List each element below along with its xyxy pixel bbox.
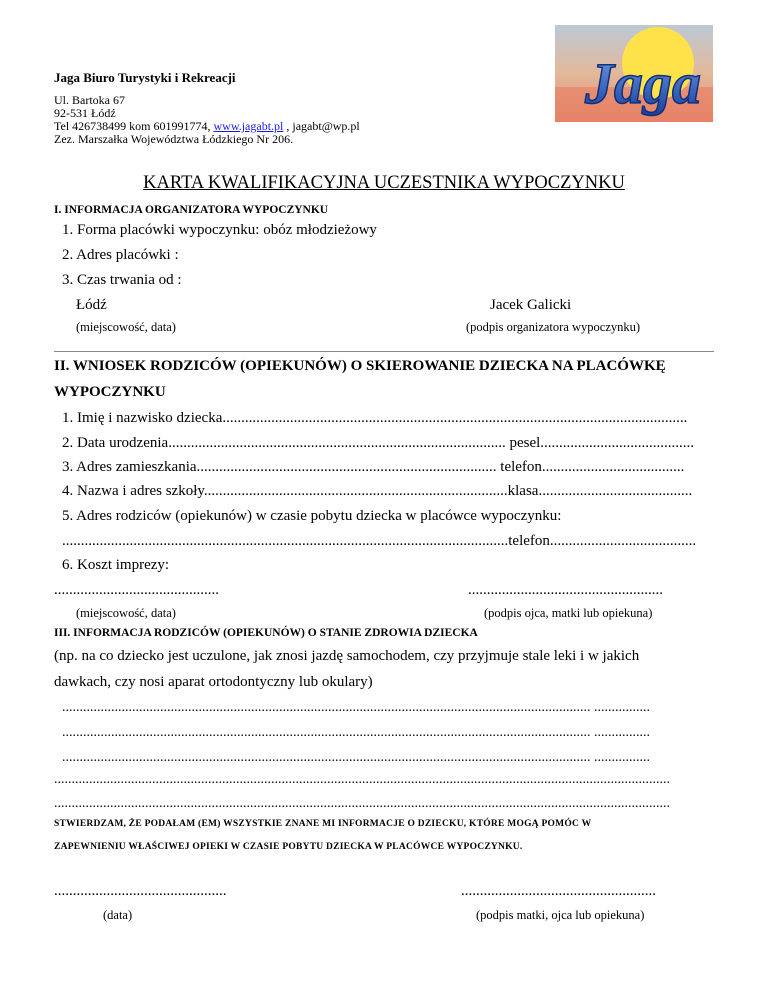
contact-phone: Tel 426738499 kom 601991774,	[54, 119, 214, 133]
statement-line2: ZAPEWNIENIU WŁAŚCIWEJ OPIEKI W CZASIE POBYTU DZIECKA W PLACÓWCE WYPOCZYNKU.	[54, 842, 523, 852]
section-divider	[54, 351, 714, 352]
date-caption: (data)	[103, 908, 133, 922]
health-note-line1: (np. na co dziecko jest uczulone, jak znosi jazdę samochodem, czy przyjmuje stale leki i w jakich	[54, 648, 640, 664]
section3-heading: III. INFORMACJA RODZICÓW (OPIEKUNÓW) O STANIE ZDROWIA DZIECKA	[54, 627, 478, 639]
parent-place-date-line[interactable]: ............................................	[54, 582, 219, 598]
guardian-signature-line[interactable]: ....................................................	[461, 883, 656, 899]
section2-heading-line2: WYPOCZYNKU	[54, 384, 166, 400]
section1-item-form: 1. Forma placówki wypoczynku: obóz młodzieżowy	[62, 222, 377, 238]
section1-heading: I. INFORMACJA ORGANIZATORA WYPOCZYNKU	[54, 204, 329, 216]
home-address-phone-field[interactable]: 3. Adres zamieszkania................................................................................ telefon......................................	[62, 459, 685, 475]
date-line[interactable]: ..............................................	[54, 883, 227, 899]
registry-number: Zez. Marszałka Województwa Łódzkiego Nr 206.	[54, 132, 294, 146]
contact-email: , jagabt@wp.pl	[283, 119, 360, 133]
company-name: Jaga Biuro Turystyki i Rekreacji	[54, 70, 236, 85]
form-title: KARTA KWALIFIKACYJNA UCZESTNIKA WYPOCZYNKU	[143, 173, 625, 193]
birth-date-pesel-field[interactable]: 2. Data urodzenia.......................................................................................... pesel.........................................	[62, 435, 695, 451]
parents-address-label: 5. Adres rodziców (opiekunów) w czasie pobytu dziecka w placówce wypoczynku:	[62, 508, 562, 524]
child-name-field[interactable]: 1. Imię i nazwisko dziecka............................................................................................................................	[62, 410, 688, 426]
statement-line1: STWIERDZAM, ŻE PODAŁAM (EM) WSZYSTKIE ZNANE MI INFORMACJE O DZIECKU, KTÓRE MOGĄ POMÓC W	[54, 819, 592, 829]
place-date-caption: (miejscowość, data)	[76, 320, 176, 334]
health-info-line-5[interactable]: ................................................................................................................................................................................	[54, 796, 670, 811]
organizer-place: Łódź	[76, 297, 107, 313]
section1-item-address: 2. Adres placówki :	[62, 247, 179, 263]
section2-heading-line1: II. WNIOSEK RODZICÓW (OPIEKUNÓW) O SKIEROWANIE DZIECKA NA PLACÓWKĘ	[54, 358, 666, 374]
parent-signature-caption: (podpis ojca, matki lub opiekuna)	[484, 606, 653, 620]
trip-cost-label: 6. Koszt imprezy:	[62, 557, 170, 573]
organizer-signature-caption: (podpis organizatora wypoczynku)	[466, 320, 641, 334]
guardian-signature-caption: (podpis matki, ojca lub opiekuna)	[476, 908, 645, 922]
parent-signature-line[interactable]: ....................................................	[468, 582, 663, 598]
health-info-line-1[interactable]: ....................................................................................................................................................... ................	[62, 700, 650, 715]
logo-text: Jaga	[585, 51, 701, 116]
section1-item-duration: 3. Czas trwania od :	[62, 272, 182, 288]
health-info-line-3[interactable]: ....................................................................................................................................................... ................	[62, 750, 650, 765]
school-class-field[interactable]: 4. Nazwa i adres szkoły.................................................................................klasa.........................................	[62, 483, 693, 499]
jaga-logo	[555, 25, 713, 122]
health-info-line-2[interactable]: ....................................................................................................................................................... ................	[62, 725, 650, 740]
organizer-name: Jacek Galicki	[490, 297, 572, 313]
address-street: Ul. Bartoka 67	[54, 93, 125, 107]
parents-address-phone-field[interactable]: .......................................................................................................................telefon.......................................	[62, 533, 697, 549]
health-info-line-4[interactable]: ................................................................................................................................................................................	[54, 772, 670, 787]
parent-place-date-caption: (miejscowość, data)	[76, 606, 176, 620]
health-note-line2: dawkach, czy nosi aparat ortodontyczny lub okulary)	[54, 674, 373, 690]
address-city: 92-531 Łódź	[54, 106, 116, 120]
website-link[interactable]: www.jagabt.pl	[213, 119, 284, 133]
